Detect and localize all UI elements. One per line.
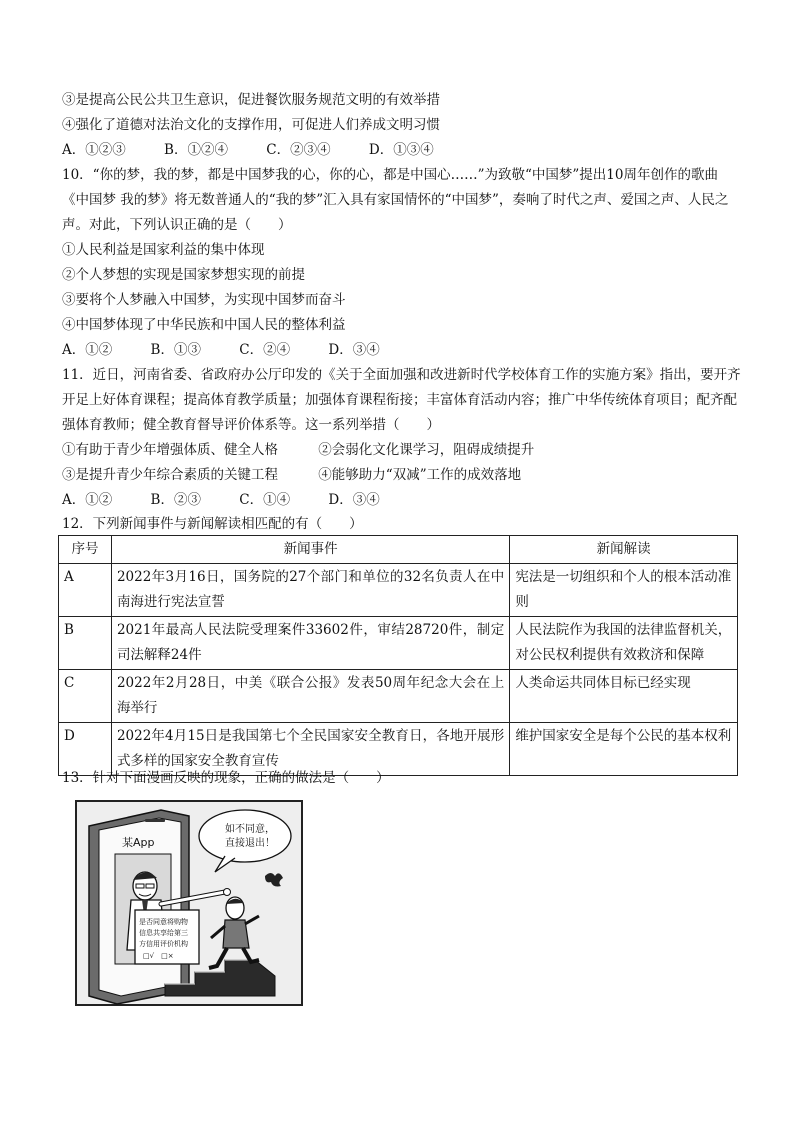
q11-item-3: ③是提升青少年综合素质的关键工程 <box>62 467 278 483</box>
option-d[interactable]: D．③④ <box>328 342 380 358</box>
q10-item-1: ①人民利益是国家利益的集中体现 <box>62 242 265 258</box>
q10-stem: 10．“你的梦，我的梦，都是中国梦我的心，你的心，都是中国心……”为致敬“中国梦”提出10周年创作的歌曲《中国梦 我的梦》将无数普通人的“我的梦”汇入具有家国情怀的“中国梦”，奏响了时代之声、爱国之声、人民之声。对此，下列认识正确的是（ ） <box>62 167 729 233</box>
q9-options <box>62 140 468 160</box>
option-d[interactable]: D．③④ <box>328 492 380 508</box>
q11-items-row-2 <box>62 465 521 485</box>
table-row <box>59 564 738 617</box>
app-label: 某App <box>122 836 155 849</box>
table-row <box>59 617 738 670</box>
q11-item-1: ①有助于青少年增强体质、健全人格 <box>62 442 278 458</box>
option-d[interactable]: D．①③④ <box>368 142 434 158</box>
row-reading: 人类命运共同体目标已经实现 <box>510 670 738 723</box>
option-a[interactable]: A．①② <box>62 492 113 508</box>
q9-item-4: ④强化了道德对法治文化的支撑作用，可促进人们养成文明习惯 <box>62 117 440 133</box>
row-id: B <box>59 617 112 670</box>
q10-item-3: ③要将个人梦融入中国梦，为实现中国梦而奋斗 <box>62 292 346 308</box>
option-c[interactable]: C．②③④ <box>266 142 331 158</box>
sign-choices: □√ □× <box>143 952 174 960</box>
q10-options <box>62 340 414 360</box>
sign-line-3: 方信用评价机构 <box>139 940 188 948</box>
row-reading: 维护国家安全是每个公民的基本权利 <box>510 723 738 776</box>
row-event: 2022年2月28日，中美《联合公报》发表50周年纪念大会在上海举行 <box>111 670 509 723</box>
row-event: 2022年3月16日，国务院的27个部门和单位的32名负责人在中南海进行宪法宣誓 <box>111 564 509 617</box>
header-event: 新闻事件 <box>111 536 509 564</box>
row-id: A <box>59 564 112 617</box>
option-a[interactable]: A．①② <box>62 342 113 358</box>
q11-options <box>62 490 414 510</box>
cartoon-illustration <box>75 800 303 1006</box>
row-id: D <box>59 723 112 776</box>
table-header-row <box>59 536 738 564</box>
option-c[interactable]: C．②④ <box>239 342 291 358</box>
q11-stem: 11．近日，河南省委、省政府办公厅印发的《关于全面加强和改进新时代学校体育工作的实施方案》指出，要开齐开足上好体育课程；提高体育教学质量；加强体育课程衔接；丰富体育活动内容；推广中华传统体育项目；配齐配强体育教师；健全教育督导评价体系等。这一系列举措（ ） <box>62 367 741 433</box>
sign-line-1: 是否同意将购物 <box>139 918 188 926</box>
q11-item-4: ④能够助力“双减”工作的成效落地 <box>318 467 522 483</box>
table-row <box>59 670 738 723</box>
q12-stem: 12．下列新闻事件与新闻解读相匹配的有（ ） <box>62 516 363 532</box>
option-a[interactable]: A．①②③ <box>62 142 126 158</box>
row-event: 2022年4月15日是我国第七个全民国家安全教育日，各地开展形式多样的国家安全教育宣传 <box>111 723 509 776</box>
option-b[interactable]: B．①②④ <box>164 142 228 158</box>
q11-items-row-1 <box>62 440 534 460</box>
q9-item-3: ③是提高公民公共卫生意识，促进餐饮服务规范文明的有效举措 <box>62 92 440 108</box>
speech-line-2: 直接退出！ <box>225 838 275 849</box>
row-event: 2021年最高人民法院受理案件33602件，审结28720件，制定司法解释24件 <box>111 617 509 670</box>
sign-line-2: 信息共享给第三 <box>139 929 188 937</box>
speech-bubble <box>199 810 291 862</box>
option-c[interactable]: C．①④ <box>239 492 291 508</box>
header-id: 序号 <box>59 536 112 564</box>
q10-item-4: ④中国梦体现了中华民族和中国人民的整体利益 <box>62 317 346 333</box>
header-reading: 新闻解读 <box>510 536 738 564</box>
speech-line-1: 如不同意， <box>225 824 275 835</box>
option-b[interactable]: B．②③ <box>150 492 201 508</box>
phone-speaker-icon <box>145 819 165 822</box>
q13-stem: 13．针对下面漫画反映的现象，正确的做法是（ ） <box>62 770 390 786</box>
q11-item-2: ②会弱化文化课学习，阻碍成绩提升 <box>318 442 535 458</box>
option-b[interactable]: B．①③ <box>150 342 201 358</box>
news-table <box>58 535 738 776</box>
row-reading: 宪法是一切组织和个人的根本活动准则 <box>510 564 738 617</box>
row-id: C <box>59 670 112 723</box>
row-reading: 人民法院作为我国的法律监督机关，对公民权利提供有效救济和保障 <box>510 617 738 670</box>
q10-item-2: ②个人梦想的实现是国家梦想实现的前提 <box>62 267 305 283</box>
consent-sign <box>135 910 199 964</box>
